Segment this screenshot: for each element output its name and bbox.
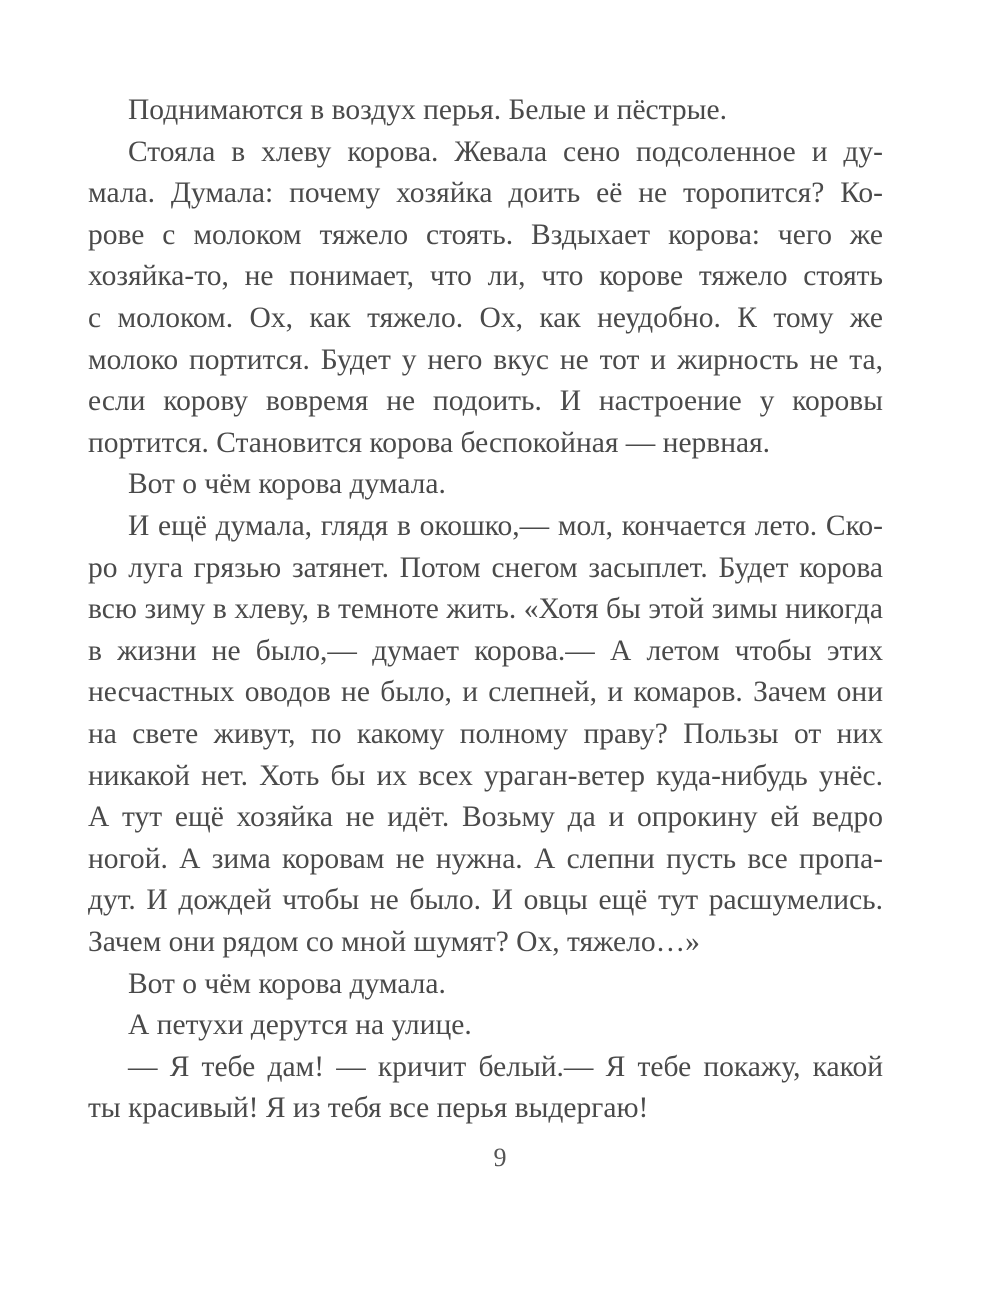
- text-line: — Я тебе дам! — кричит белый.— Я тебе покажу, какой: [128, 1050, 883, 1083]
- text-line: несчастных оводов не было, и слепней, и комаров. Зачем они: [88, 676, 883, 709]
- text-line: на свете живут, по какому полному праву? Пользы от них: [88, 718, 883, 750]
- text-line: ро луга грязью затянет. Потом снегом засыплет. Будет корова: [88, 551, 883, 584]
- text-line: А тут ещё хозяйка не идёт. Возьму да и опрокину ей ведро: [88, 801, 883, 834]
- text-line: Зачем они рядом со мной шумят? Ох, тяжело…»: [88, 926, 700, 958]
- text-line: дут. И дождей чтобы не было. И овцы ещё тут расшумелись.: [88, 884, 883, 917]
- text-line: никакой нет. Хоть бы их всех ураган-ветер куда-нибудь унёс.: [88, 759, 883, 792]
- text-line: ногой. А зима коровам не нужна. А слепни пусть все пропа-: [88, 842, 883, 875]
- text-line: портится. Становится корова беспокойная — нервная.: [88, 426, 771, 459]
- text-line: Стояла в хлеву корова. Жевала сено подсоленное и ду-: [128, 135, 883, 168]
- page-number: 9: [493, 1143, 507, 1172]
- text-line: рове с молоком тяжело стоять. Вздыхает корова: чего же: [88, 218, 883, 251]
- text-line: хозяйка-то, не понимает, что ли, что корове тяжело стоять: [88, 260, 883, 293]
- text-line: с молоком. Ох, как тяжело. Ох, как неудобно. К тому же: [88, 302, 883, 334]
- text-line: А петухи дерутся на улице.: [128, 1009, 472, 1042]
- text-line: Вот о чём корова думала.: [128, 468, 446, 501]
- text-line: если корову вовремя не подоить. И настроение у коровы: [88, 385, 883, 418]
- text-line: в жизни не было,— думает корова.— А летом чтобы этих: [88, 634, 883, 667]
- text-line: Поднимаются в воздух перья. Белые и пёстрые.: [128, 94, 727, 126]
- text-line: молоко портится. Будет у него вкус не тот и жирность не та,: [88, 343, 883, 376]
- text-line: Вот о чём корова думала.: [128, 967, 446, 1000]
- text-line: ты красивый! Я из тебя все перья выдергаю!: [88, 1092, 649, 1125]
- text-line: мала. Думала: почему хозяйка доить её не торопится? Ко-: [88, 177, 883, 210]
- text-line: всю зиму в хлеву, в темноте жить. «Хотя бы этой зимы никогда: [88, 593, 883, 626]
- book-page-text: [88, 90, 883, 1190]
- text-line: И ещё думала, глядя в окошко,— мол, кончается лето. Ско-: [128, 510, 883, 542]
